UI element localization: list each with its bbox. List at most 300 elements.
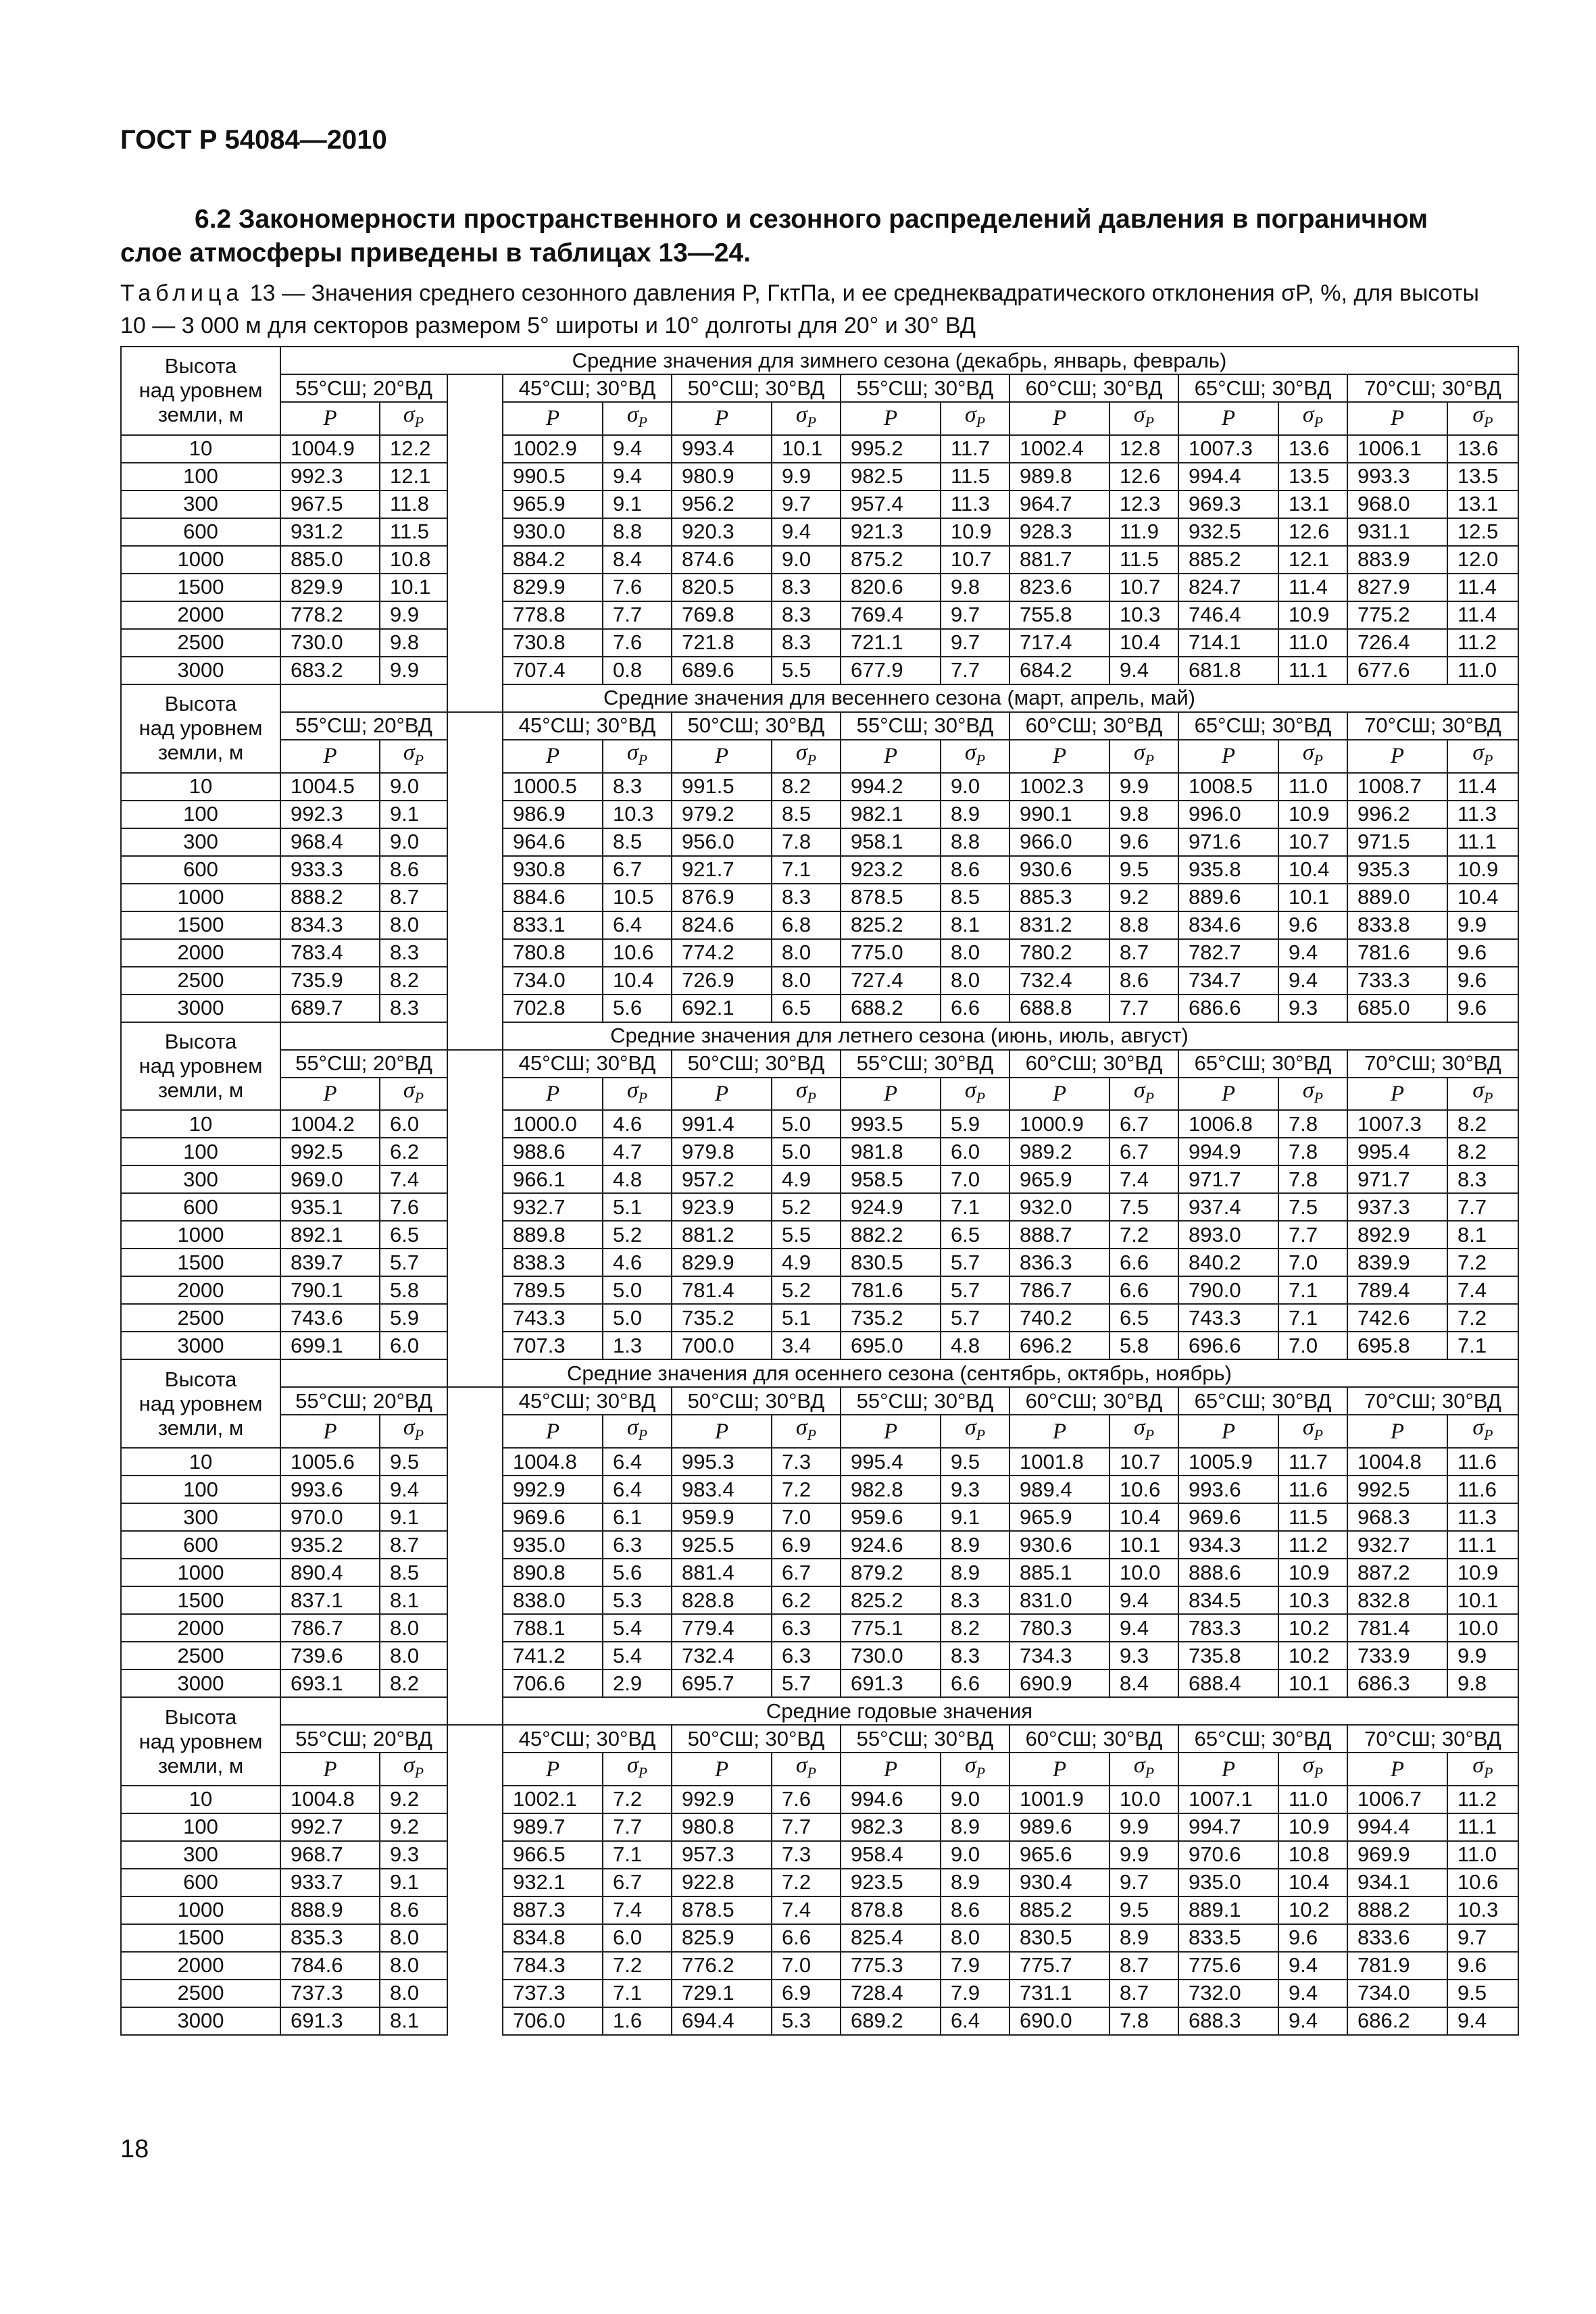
value-cell: 8.7	[1109, 1952, 1178, 1980]
value-cell: 924.6	[841, 1531, 941, 1559]
value-cell: 1004.5	[280, 773, 380, 801]
p-symbol: P	[1390, 744, 1405, 769]
value-cell: 9.9	[772, 463, 841, 491]
p-subheader	[672, 1753, 772, 1786]
season-title-row	[121, 347, 1518, 374]
value-cell: 677.9	[841, 657, 941, 684]
value-cell: 930.0	[503, 518, 603, 546]
p-subheader	[841, 1415, 941, 1448]
subheader-row	[121, 1415, 1518, 1448]
value-cell: 0.8	[603, 657, 672, 684]
value-cell: 5.7	[941, 1304, 1009, 1332]
value-cell: 933.7	[280, 1869, 380, 1896]
value-cell: 8.7	[380, 884, 447, 911]
sigma-symbol	[795, 1415, 817, 1444]
sector-header: 50°СШ; 30°ВД	[672, 1050, 841, 1078]
sigma-subheader	[603, 1078, 672, 1111]
table-row	[121, 1841, 1518, 1869]
value-cell: 8.3	[772, 884, 841, 911]
table-row	[121, 546, 1518, 574]
value-cell: 967.5	[280, 491, 380, 518]
value-cell: 8.0	[941, 939, 1009, 967]
page-number: 18	[120, 2135, 149, 2163]
sigma-subheader	[380, 740, 447, 773]
value-cell: 695.0	[841, 1332, 941, 1359]
table-row	[121, 601, 1518, 629]
value-cell: 728.4	[841, 1980, 941, 2007]
value-cell: 688.4	[1178, 1669, 1278, 1697]
value-cell: 885.1	[1009, 1559, 1109, 1586]
value-cell: 6.6	[1109, 1276, 1178, 1304]
value-cell: 8.3	[1447, 1165, 1518, 1193]
value-cell: 9.9	[1447, 1642, 1518, 1669]
pressure-table	[120, 346, 1519, 2036]
value-cell: 706.6	[503, 1669, 603, 1697]
value-cell: 10.9	[1278, 601, 1347, 629]
p-subheader	[672, 740, 772, 773]
value-cell: 10.9	[941, 518, 1009, 546]
sector-header: 65°СШ; 30°ВД	[1178, 374, 1347, 402]
value-cell: 8.6	[941, 856, 1009, 884]
value-cell: 1000.5	[503, 773, 603, 801]
value-cell: 935.0	[1178, 1869, 1278, 1896]
sigma-symbol	[1302, 739, 1324, 768]
value-cell: 13.6	[1278, 435, 1347, 463]
height-cell: 2500	[121, 629, 280, 657]
value-cell: 734.0	[503, 967, 603, 995]
value-cell: 730.8	[503, 629, 603, 657]
season-title: Средние значения для весеннего сезона (март, апрель, май)	[280, 684, 1518, 712]
value-cell: 714.1	[1178, 629, 1278, 657]
value-cell: 6.3	[603, 1531, 672, 1559]
value-cell: 892.1	[280, 1221, 380, 1249]
sector-header: 45°СШ; 30°ВД	[503, 1725, 672, 1753]
value-cell: 990.5	[503, 463, 603, 491]
sector-header: 65°СШ; 30°ВД	[1178, 1050, 1347, 1078]
value-cell: 4.8	[941, 1332, 1009, 1359]
value-cell: 888.2	[1347, 1896, 1447, 1924]
value-cell: 1004.8	[503, 1448, 603, 1476]
value-cell: 5.5	[772, 1221, 841, 1249]
value-cell: 889.0	[1347, 884, 1447, 911]
value-cell: 10.2	[1278, 1896, 1347, 1924]
value-cell: 775.2	[1347, 601, 1447, 629]
value-cell: 688.8	[1009, 995, 1109, 1022]
value-cell: 933.3	[280, 856, 380, 884]
value-cell: 6.6	[1109, 1249, 1178, 1276]
p-symbol: P	[883, 1757, 898, 1782]
sigma-subscript: P	[638, 751, 648, 768]
value-cell: 1004.8	[280, 1786, 380, 1813]
value-cell: 10.9	[1447, 1559, 1518, 1586]
value-cell: 10.1	[380, 574, 447, 601]
value-cell: 5.4	[603, 1614, 672, 1642]
value-cell: 10.4	[1278, 856, 1347, 884]
sigma-subscript: P	[976, 751, 986, 768]
value-cell: 932.7	[503, 1193, 603, 1221]
sigma-letter: σ	[403, 739, 415, 765]
sector-header: 45°СШ; 30°ВД	[503, 1387, 672, 1415]
value-cell: 932.5	[1178, 518, 1278, 546]
value-cell: 7.8	[1278, 1138, 1347, 1165]
value-cell: 979.8	[672, 1138, 772, 1165]
sigma-subscript: P	[976, 1088, 986, 1106]
value-cell: 8.2	[1447, 1138, 1518, 1165]
height-cell: 100	[121, 1138, 280, 1165]
value-cell: 1004.9	[280, 435, 380, 463]
sigma-letter: σ	[795, 739, 807, 765]
season-title-row	[121, 1022, 1518, 1050]
height-cell: 1500	[121, 911, 280, 939]
value-cell: 5.5	[772, 657, 841, 684]
table-row	[121, 1332, 1518, 1359]
value-cell: 5.8	[380, 1276, 447, 1304]
sigma-symbol	[1472, 402, 1493, 430]
value-cell: 726.9	[672, 967, 772, 995]
value-cell: 834.6	[1178, 911, 1278, 939]
sigma-letter: σ	[795, 1077, 807, 1103]
value-cell: 829.9	[280, 574, 380, 601]
p-subheader	[1347, 1753, 1447, 1786]
value-cell: 755.8	[1009, 601, 1109, 629]
value-cell: 887.2	[1347, 1559, 1447, 1586]
sigma-symbol	[1302, 1753, 1324, 1781]
value-cell: 783.3	[1178, 1614, 1278, 1642]
sector-header: 50°СШ; 30°ВД	[672, 1725, 841, 1753]
value-cell: 5.3	[603, 1586, 672, 1614]
table-row	[121, 1193, 1518, 1221]
value-cell: 838.0	[503, 1586, 603, 1614]
sigma-symbol	[403, 1415, 424, 1444]
value-cell: 11.5	[380, 518, 447, 546]
sector-header: 65°СШ; 30°ВД	[1178, 1387, 1347, 1415]
value-cell: 829.9	[503, 574, 603, 601]
value-cell: 9.5	[1109, 1896, 1178, 1924]
value-cell: 992.9	[503, 1476, 603, 1503]
sigma-letter: σ	[626, 739, 639, 765]
table-row	[121, 1221, 1518, 1249]
sigma-symbol	[964, 402, 986, 430]
value-cell: 8.5	[380, 1559, 447, 1586]
sigma-subscript: P	[414, 1426, 424, 1444]
value-cell: 706.0	[503, 2007, 603, 2035]
sigma-symbol	[1133, 1415, 1155, 1444]
sector-header-row	[121, 1050, 1518, 1078]
value-cell: 5.0	[603, 1276, 672, 1304]
season-title-row	[121, 1359, 1518, 1387]
value-cell: 932.1	[503, 1869, 603, 1896]
value-cell: 8.1	[380, 1586, 447, 1614]
value-cell: 735.8	[1178, 1642, 1278, 1669]
value-cell: 733.9	[1347, 1642, 1447, 1669]
sigma-letter: σ	[1302, 739, 1314, 765]
value-cell: 5.6	[603, 1559, 672, 1586]
value-cell: 9.0	[941, 1786, 1009, 1813]
value-cell: 721.1	[841, 629, 941, 657]
table-row	[121, 1896, 1518, 1924]
value-cell: 686.3	[1347, 1669, 1447, 1697]
value-cell: 971.5	[1347, 828, 1447, 856]
table-row	[121, 1786, 1518, 1813]
sigma-subheader	[380, 1078, 447, 1111]
value-cell: 982.8	[841, 1476, 941, 1503]
value-cell: 970.6	[1178, 1841, 1278, 1869]
value-cell: 10.3	[1447, 1896, 1518, 1924]
value-cell: 13.6	[1447, 435, 1518, 463]
value-cell: 980.9	[672, 463, 772, 491]
height-header-line: Высота	[164, 354, 237, 378]
height-header-line: Высота	[164, 1367, 237, 1391]
value-cell: 780.8	[503, 939, 603, 967]
table-row	[121, 856, 1518, 884]
value-cell: 732.4	[1009, 967, 1109, 995]
spacer-column	[447, 1725, 503, 2035]
sigma-symbol	[626, 402, 648, 430]
sigma-symbol	[964, 1077, 986, 1106]
value-cell: 8.8	[941, 828, 1009, 856]
value-cell: 707.4	[503, 657, 603, 684]
value-cell: 1002.9	[503, 435, 603, 463]
height-cell: 3000	[121, 657, 280, 684]
value-cell: 937.3	[1347, 1193, 1447, 1221]
value-cell: 7.2	[1447, 1249, 1518, 1276]
sigma-letter: σ	[964, 739, 976, 765]
p-subheader	[672, 402, 772, 435]
p-symbol: P	[1390, 1419, 1405, 1444]
value-cell: 707.3	[503, 1332, 603, 1359]
value-cell: 980.8	[672, 1813, 772, 1841]
value-cell: 7.0	[1278, 1332, 1347, 1359]
value-cell: 7.7	[941, 657, 1009, 684]
sigma-subheader	[1447, 402, 1518, 435]
value-cell: 789.4	[1347, 1276, 1447, 1304]
value-cell: 834.8	[503, 1924, 603, 1952]
sigma-subscript: P	[1484, 413, 1493, 430]
value-cell: 1008.5	[1178, 773, 1278, 801]
value-cell: 8.9	[1109, 1924, 1178, 1952]
value-cell: 887.3	[503, 1896, 603, 1924]
sector-header: 55°СШ; 20°ВД	[280, 374, 447, 402]
value-cell: 9.4	[603, 463, 672, 491]
value-cell: 839.9	[1347, 1249, 1447, 1276]
season-title: Средние значения для осеннего сезона (сентябрь, октябрь, ноябрь)	[280, 1359, 1518, 1387]
sigma-subheader	[1447, 740, 1518, 773]
value-cell: 4.8	[603, 1165, 672, 1193]
height-header-line: над уровнем	[139, 1729, 263, 1753]
value-cell: 10.3	[1109, 601, 1178, 629]
season-title: Средние значения для летнего сезона (июнь, июль, август)	[280, 1022, 1518, 1050]
value-cell: 9.9	[380, 601, 447, 629]
value-cell: 11.1	[1447, 1531, 1518, 1559]
value-cell: 684.2	[1009, 657, 1109, 684]
sigma-subscript: P	[976, 1763, 986, 1781]
value-cell: 9.6	[1278, 911, 1347, 939]
sigma-letter: σ	[1472, 1753, 1485, 1778]
value-cell: 690.0	[1009, 2007, 1109, 2035]
value-cell: 888.2	[280, 884, 380, 911]
value-cell: 11.7	[1278, 1448, 1347, 1476]
value-cell: 734.7	[1178, 967, 1278, 995]
value-cell: 989.6	[1009, 1813, 1109, 1841]
value-cell: 10.1	[1109, 1531, 1178, 1559]
value-cell: 8.3	[603, 773, 672, 801]
value-cell: 1004.8	[1347, 1448, 1447, 1476]
sigma-letter: σ	[1133, 1415, 1145, 1440]
value-cell: 932.0	[1009, 1193, 1109, 1221]
sector-header: 65°СШ; 30°ВД	[1178, 1725, 1347, 1753]
table-row	[121, 1138, 1518, 1165]
value-cell: 994.4	[1178, 463, 1278, 491]
value-cell: 825.9	[672, 1924, 772, 1952]
value-cell: 830.5	[1009, 1924, 1109, 1952]
height-cell: 1000	[121, 546, 280, 574]
height-cell: 300	[121, 491, 280, 518]
value-cell: 935.8	[1178, 856, 1278, 884]
sigma-subscript: P	[1145, 1088, 1155, 1106]
p-subheader	[1347, 1415, 1447, 1448]
table-row	[121, 657, 1518, 684]
value-cell: 969.3	[1178, 491, 1278, 518]
value-cell: 930.6	[1009, 856, 1109, 884]
sector-header: 55°СШ; 20°ВД	[280, 1050, 447, 1078]
value-cell: 834.3	[280, 911, 380, 939]
sigma-letter: σ	[626, 1753, 639, 1778]
p-symbol: P	[1052, 744, 1067, 769]
sigma-subheader	[1447, 1078, 1518, 1111]
caption-label: Таблица	[120, 280, 244, 306]
value-cell: 9.2	[380, 1813, 447, 1841]
value-cell: 10.2	[1278, 1614, 1347, 1642]
value-cell: 10.3	[603, 801, 672, 828]
p-subheader	[1347, 1078, 1447, 1111]
sigma-subscript: P	[414, 1088, 424, 1106]
value-cell: 5.3	[772, 2007, 841, 2035]
value-cell: 9.0	[941, 1841, 1009, 1869]
value-cell: 8.2	[772, 773, 841, 801]
value-cell: 830.5	[841, 1249, 941, 1276]
value-cell: 1007.3	[1347, 1110, 1447, 1138]
value-cell: 8.0	[941, 1924, 1009, 1952]
sigma-symbol	[1133, 402, 1155, 430]
value-cell: 8.2	[380, 1669, 447, 1697]
value-cell: 775.3	[841, 1952, 941, 1980]
height-cell: 300	[121, 1841, 280, 1869]
value-cell: 5.7	[941, 1249, 1009, 1276]
value-cell: 11.1	[1447, 828, 1518, 856]
value-cell: 6.2	[380, 1138, 447, 1165]
height-cell: 600	[121, 518, 280, 546]
height-header-line: над уровнем	[139, 1053, 263, 1078]
value-cell: 7.7	[1109, 995, 1178, 1022]
value-cell: 8.5	[603, 828, 672, 856]
height-cell: 1500	[121, 574, 280, 601]
value-cell: 1002.3	[1009, 773, 1109, 801]
value-cell: 982.1	[841, 801, 941, 828]
value-cell: 882.2	[841, 1221, 941, 1249]
value-cell: 7.8	[1278, 1110, 1347, 1138]
value-cell: 8.0	[380, 1952, 447, 1980]
height-cell: 2500	[121, 1980, 280, 2007]
value-cell: 683.2	[280, 657, 380, 684]
value-cell: 888.9	[280, 1896, 380, 1924]
table-row	[121, 1448, 1518, 1476]
p-subheader	[503, 740, 603, 773]
value-cell: 743.3	[1178, 1304, 1278, 1332]
sigma-subheader	[1278, 402, 1347, 435]
value-cell: 883.9	[1347, 546, 1447, 574]
value-cell: 717.4	[1009, 629, 1109, 657]
p-symbol: P	[323, 1757, 337, 1782]
table-row	[121, 1980, 1518, 2007]
p-subheader	[672, 1415, 772, 1448]
value-cell: 8.0	[772, 967, 841, 995]
value-cell: 11.9	[1109, 518, 1178, 546]
value-cell: 9.4	[1278, 2007, 1347, 2035]
value-cell: 833.5	[1178, 1924, 1278, 1952]
value-cell: 8.6	[380, 856, 447, 884]
p-subheader	[1009, 740, 1109, 773]
value-cell: 6.7	[1109, 1138, 1178, 1165]
sigma-symbol	[403, 402, 424, 430]
table-row	[121, 801, 1518, 828]
value-cell: 6.5	[1109, 1304, 1178, 1332]
value-cell: 7.3	[772, 1841, 841, 1869]
p-subheader	[503, 1753, 603, 1786]
sector-header: 55°СШ; 30°ВД	[841, 1050, 1009, 1078]
sigma-subscript: P	[807, 751, 817, 768]
value-cell: 788.1	[503, 1614, 603, 1642]
value-cell: 689.7	[280, 995, 380, 1022]
value-cell: 737.3	[503, 1980, 603, 2007]
sigma-subscript: P	[1314, 1426, 1324, 1444]
table-row	[121, 995, 1518, 1022]
height-cell: 2500	[121, 1304, 280, 1332]
value-cell: 6.7	[772, 1559, 841, 1586]
value-cell: 993.6	[1178, 1476, 1278, 1503]
value-cell: 1006.8	[1178, 1110, 1278, 1138]
table-row	[121, 1586, 1518, 1614]
value-cell: 9.7	[1447, 1924, 1518, 1952]
value-cell: 935.0	[503, 1531, 603, 1559]
value-cell: 971.6	[1178, 828, 1278, 856]
value-cell: 5.7	[941, 1276, 1009, 1304]
sigma-subscript: P	[1484, 1426, 1493, 1444]
value-cell: 6.4	[603, 1448, 672, 1476]
value-cell: 10.6	[1109, 1476, 1178, 1503]
sigma-letter: σ	[964, 1415, 976, 1440]
value-cell: 957.2	[672, 1165, 772, 1193]
sector-header: 70°СШ; 30°ВД	[1347, 374, 1518, 402]
value-cell: 11.6	[1447, 1476, 1518, 1503]
value-cell: 784.3	[503, 1952, 603, 1980]
value-cell: 989.7	[503, 1813, 603, 1841]
value-cell: 994.4	[1347, 1813, 1447, 1841]
sector-header: 45°СШ; 30°ВД	[503, 712, 672, 740]
value-cell: 8.4	[603, 546, 672, 574]
value-cell: 8.9	[941, 1531, 1009, 1559]
sigma-letter: σ	[1302, 1077, 1314, 1103]
p-subheader	[1178, 1078, 1278, 1111]
value-cell: 825.2	[841, 911, 941, 939]
height-cell: 100	[121, 1813, 280, 1841]
table-row	[121, 574, 1518, 601]
value-cell: 4.7	[603, 1138, 672, 1165]
value-cell: 983.4	[672, 1476, 772, 1503]
value-cell: 7.9	[941, 1952, 1009, 1980]
value-cell: 11.5	[941, 463, 1009, 491]
value-cell: 837.1	[280, 1586, 380, 1614]
value-cell: 824.7	[1178, 574, 1278, 601]
